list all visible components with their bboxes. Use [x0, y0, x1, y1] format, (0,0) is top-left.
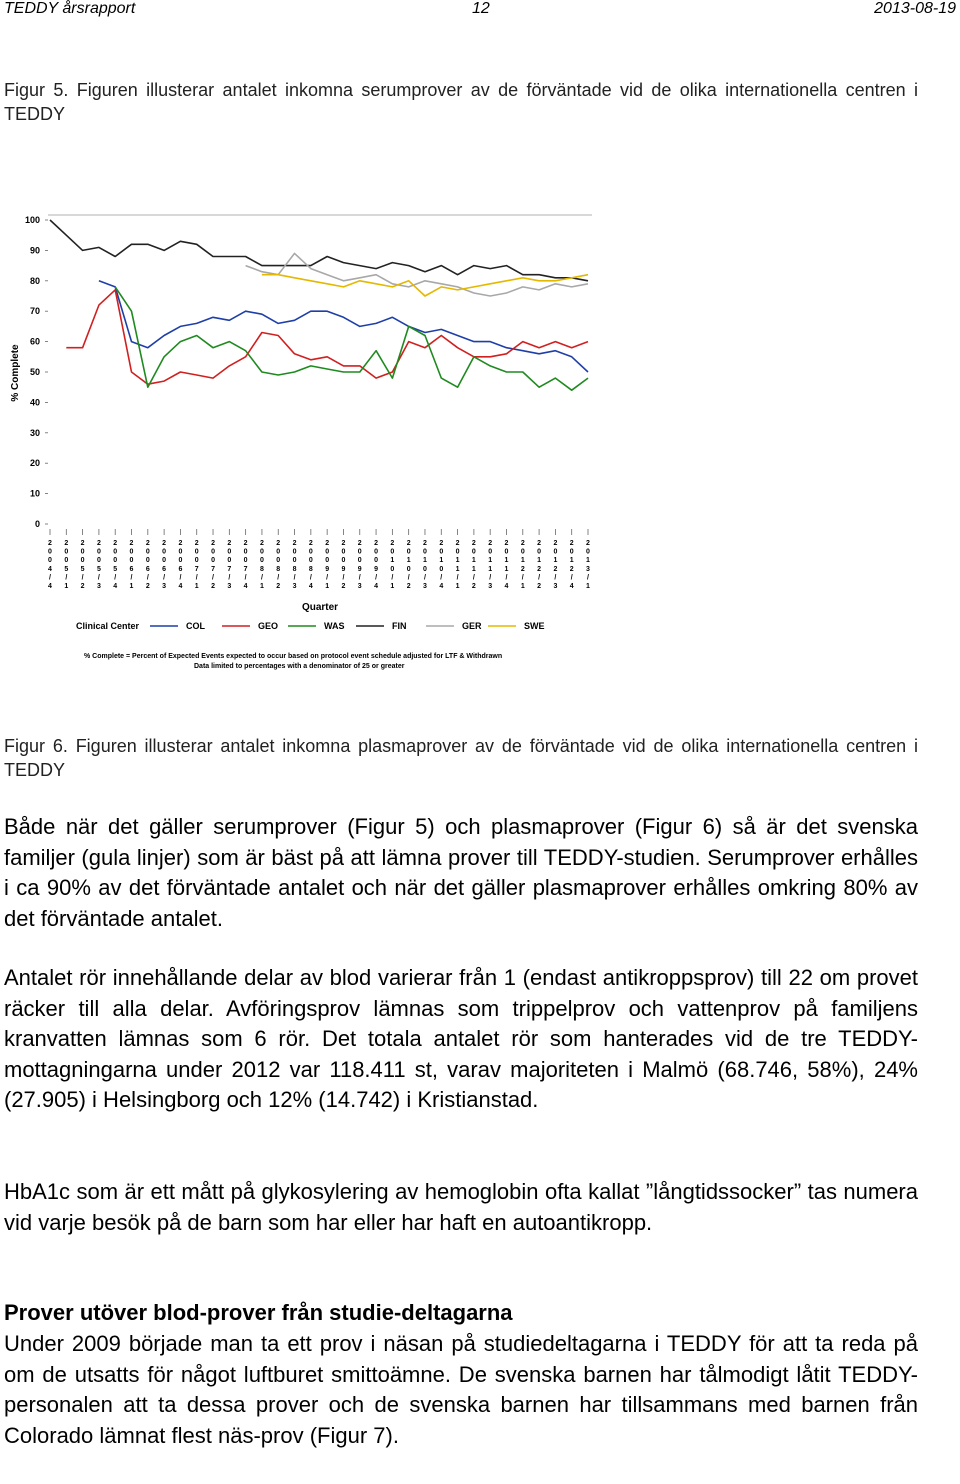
- y-tick-label: 90: [29, 245, 40, 256]
- paragraph-2: Antalet rör innehållande delar av blod varierar från 1 (endast antikroppsprov) till 22 om provet räcker till alla delar. Avföringsprov lämnas som trippelprov och vattenprov på familjens kranvatten lämnas som 6 rör. Det totala antalet rör som hanterades vid de tre TEDDY-mottagningarna under 2012 var 118.411 st, varav majoriteten i Malmö (68.746, 58%), 24% (27.905) i Helsingborg och 12% (14.742) i Kristianstad.: [4, 965, 918, 1112]
- paragraph-1: Både när det gäller serumprover (Figur 5) och plasmaprover (Figur 6) så är det svenska familjer (gula linjer) som är bäst på att lämna prover till TEDDY-studien. Serumprover erhålles i ca 90% av det förväntade antalet och när det gäller plasmaprover erhålles omkring 80% av det förväntade antalet.: [4, 814, 918, 931]
- y-tick-label: 100: [24, 215, 40, 225]
- legend-label: WAS: [324, 621, 345, 631]
- x-tick-label: 2 0 0 7 / 3: [227, 540, 232, 590]
- header-title: TEDDY årsrapport: [4, 0, 136, 17]
- completion-line-chart: [0, 205, 960, 685]
- x-tick-label: 2 0 0 6 / 4: [178, 540, 183, 590]
- y-tick-label: 70: [29, 306, 40, 317]
- series-line-was: [115, 287, 588, 390]
- x-tick-label: 2 0 0 5 / 2: [80, 540, 85, 590]
- section-paragraph: Under 2009 började man ta ett prov i näsan på studiedeltagarna i TEDDY för att ta reda på om de utsatts för något luftburet smittoämne. De svenska barnen har tålmodigt låtit TEDDY-personalen att ta dessa prover och de svenska barnen har tillsammans med barnen från Colorado lämnat flest näs-prov (Figur 7).: [4, 1331, 918, 1448]
- x-tick-label: 2 0 1 2 / 3: [553, 540, 558, 590]
- x-axis-title: Quarter: [301, 602, 339, 613]
- x-tick-label: 2 0 1 0 / 3: [423, 540, 427, 590]
- figure5-caption: Figur 5. Figuren illusterar antalet inkomna serumprover av de förväntade vid de olika internationella centren i TEDDY: [4, 80, 918, 124]
- figure6-caption: Figur 6. Figuren illusterar antalet inkomna plasmaprover av de förväntade vid de olika internationella centren i TEDDY: [4, 736, 918, 780]
- legend-label: SWE: [524, 621, 545, 631]
- x-tick-label: 2 0 0 5 / 4: [113, 540, 118, 590]
- y-tick-label: 50: [29, 367, 40, 377]
- x-tick-label: 2 0 1 0 / 2: [406, 540, 411, 590]
- x-tick-label: 2 0 1 3 / 1: [586, 540, 590, 590]
- y-tick-label: 80: [29, 275, 40, 286]
- legend-label: GEO: [258, 621, 279, 631]
- section-heading: Prover utöver blod-prover från studie-deltagarna: [4, 1300, 513, 1325]
- x-tick-label: 2 0 0 7 / 2: [211, 540, 215, 590]
- header-date: 2013-08-19: [874, 0, 956, 17]
- y-tick-label: 60: [29, 336, 40, 347]
- paragraph-3: HbA1c som är ett mått på glykosylering av hemoglobin ofta kallat ”långtidssocker” tas numera vid varje besök på de barn som har eller har haft en autoantikropp.: [4, 1179, 918, 1235]
- x-tick-label: 2 0 0 8 / 3: [292, 540, 297, 590]
- x-tick-label: 2 0 0 5 / 1: [64, 540, 69, 590]
- legend-label: GER: [462, 621, 482, 631]
- series-line-col: [99, 281, 588, 372]
- x-tick-label: 2 0 0 9 / 3: [357, 540, 362, 590]
- x-tick-label: 2 0 0 6 / 2: [145, 540, 150, 590]
- y-tick-label: 10: [29, 488, 40, 499]
- series-line-swe: [262, 275, 588, 296]
- header-page-number: 12: [472, 0, 490, 17]
- x-tick-label: 2 0 1 2 / 4: [569, 540, 574, 590]
- legend-label: COL: [186, 621, 205, 631]
- x-tick-label: 2 0 0 9 / 4: [374, 540, 379, 590]
- x-tick-label: 2 0 0 8 / 1: [259, 540, 264, 590]
- x-tick-label: 2 0 1 1 / 1: [455, 540, 460, 590]
- x-tick-label: 2 0 1 2 / 2: [537, 540, 542, 590]
- x-tick-label: 2 0 0 4 / 4: [48, 540, 52, 590]
- legend: [76, 621, 545, 631]
- x-tick-label: 2 0 0 9 / 2: [341, 540, 346, 590]
- y-axis: [25, 215, 48, 529]
- x-axis: [48, 529, 590, 590]
- x-tick-label: 2 0 0 7 / 1: [194, 540, 199, 590]
- y-tick-label: 40: [29, 397, 40, 408]
- x-tick-label: 2 0 0 9 / 1: [325, 540, 330, 590]
- x-tick-label: 2 0 0 8 / 4: [308, 540, 313, 590]
- chart-footnote-1: % Complete = Percent of Expected Events expected to occur based on protocol event schedule adjusted for LTF & Withdrawn: [84, 653, 503, 660]
- x-tick-label: 2 0 1 1 / 2: [471, 540, 476, 590]
- chart-footnote-2: Data limited to percentages with a denominator of 25 or greater: [194, 663, 405, 670]
- x-tick-label: 2 0 0 6 / 3: [162, 540, 167, 590]
- x-tick-label: 2 0 0 5 / 3: [96, 540, 101, 590]
- x-tick-label: 2 0 1 0 / 1: [390, 540, 395, 590]
- legend-label: FIN: [392, 621, 407, 631]
- y-axis-title: % Complete: [10, 344, 21, 402]
- x-tick-label: 2 0 1 1 / 4: [504, 540, 509, 590]
- series-lines: [50, 220, 588, 390]
- y-tick-label: 0: [34, 519, 40, 529]
- x-tick-label: 2 0 0 8 / 2: [276, 540, 281, 590]
- x-tick-label: 2 0 0 7 / 4: [243, 540, 248, 590]
- page-header: [0, 0, 960, 20]
- x-tick-label: 2 0 1 1 / 3: [488, 540, 493, 590]
- y-tick-label: 30: [29, 427, 40, 438]
- x-tick-label: 2 0 1 2 / 1: [520, 540, 525, 590]
- y-tick-label: 20: [29, 458, 40, 469]
- x-tick-label: 2 0 0 6 / 1: [129, 540, 134, 590]
- x-tick-label: 2 0 1 0 / 4: [439, 540, 444, 590]
- legend-title: Clinical Center: [76, 621, 140, 631]
